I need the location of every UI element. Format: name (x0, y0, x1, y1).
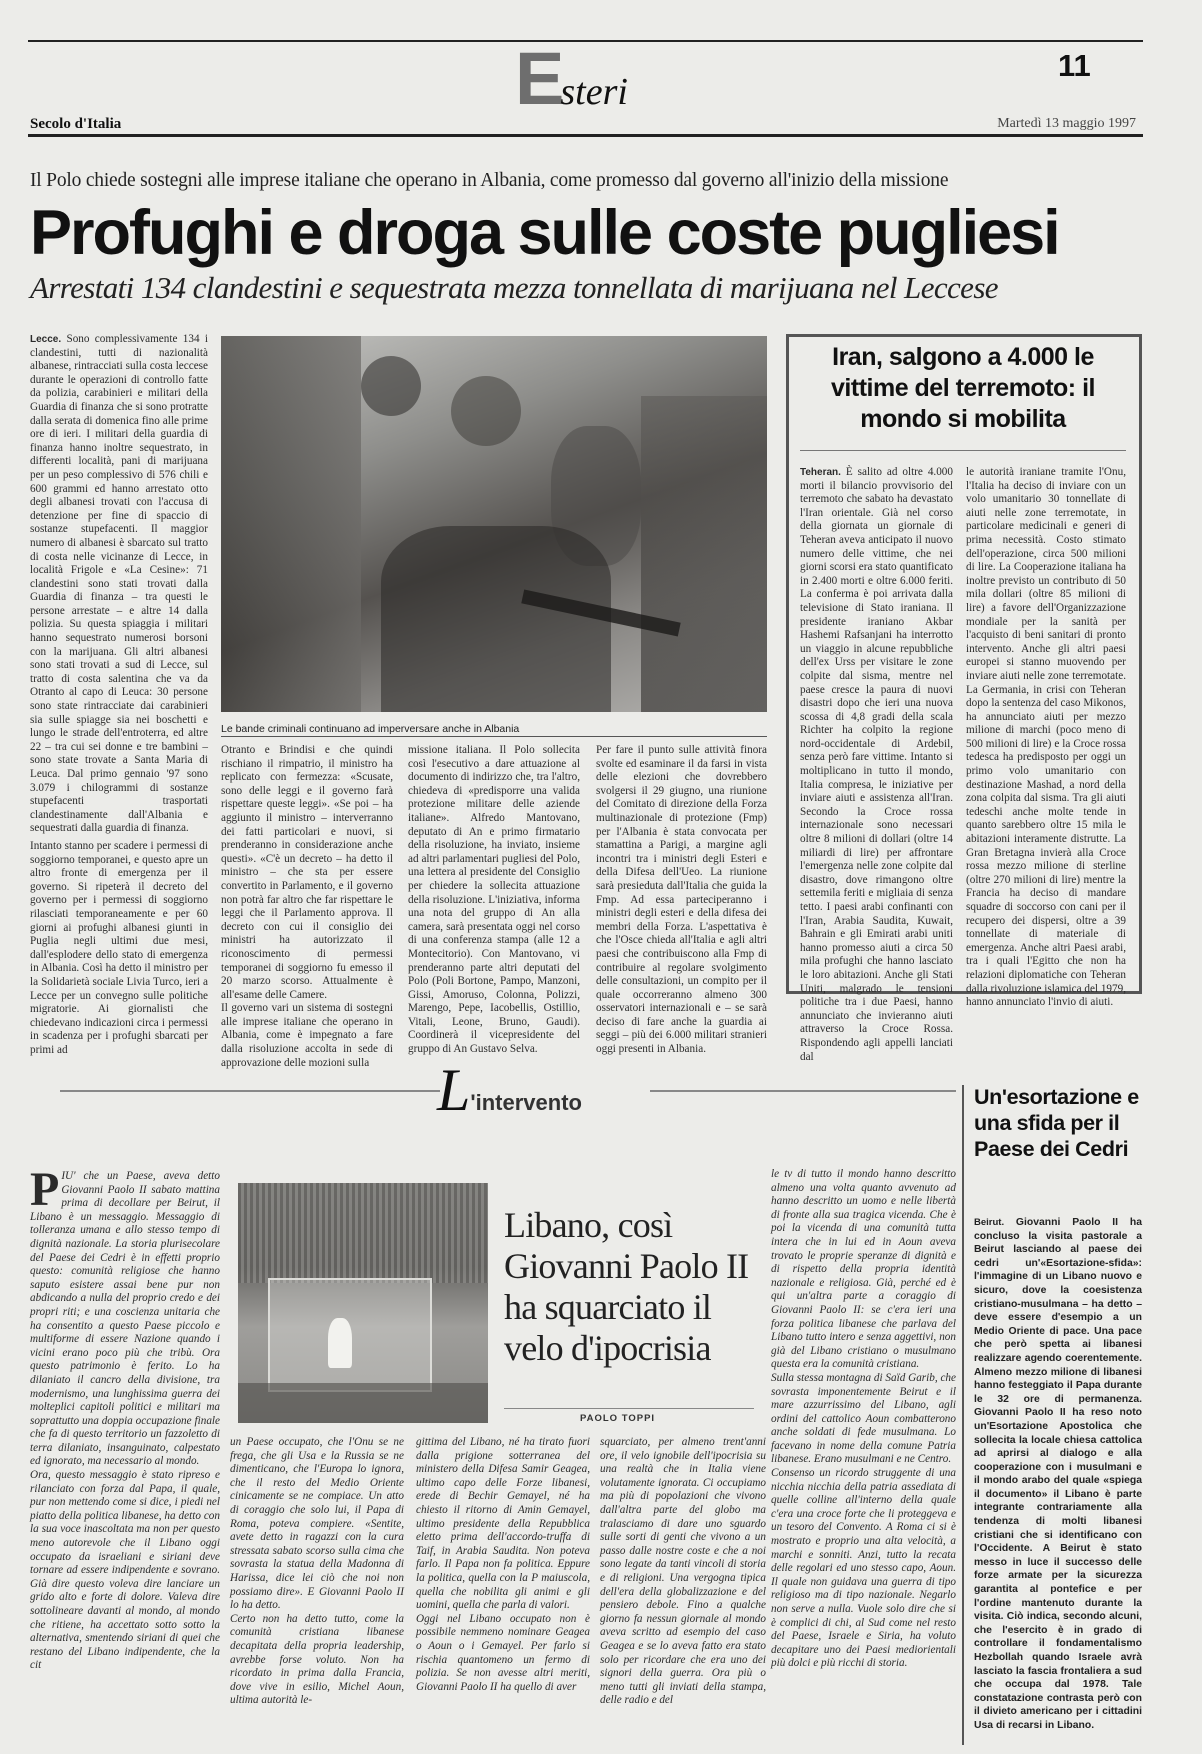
iran-column-2 (966, 466, 1126, 1009)
exhort-dateline: Beirut. (974, 1217, 1005, 1228)
caption-rule (221, 736, 767, 737)
intervento-text-5: le tv di tutto il mondo hanno descritto almeno una volta quanto avvenuto ad hanno descritto un uomo e nelle libertà di fronte alla sua tragica vicenda. Che è poi la vicenda di una comunità tutta intera che in lui ed in Aoun aveva trovato le proprie speranze di dignità e di rispetto della propria identità nazionale e religiosa. Già, perché ed è qui un'altra parte a coraggio di Giovanni Paolo II: se c'era ieri una forza politica libanese che parlava del Libano tutto intero e senza aggettivi, non già del Libano cristiano o musulmano questa era la comunità cristiana. Sulla stessa montagna di Saïd Garib, che sovrasta imponentemente Beirut e il mare azzurrissimo del Libano, agli ordini del cattolico Aoun combatterono anche soldati di fede musulmana. Lo facevano in nome della comune Patria libanese. Erano musulmani e ne Centro. Consenso un ricordo struggente di una nicchia nicchia della patria assediata di quelle colline all'interno della quale c'era una croce forte che li proteggeva e un tesoro del Convento. A Roma ci si è mostrato e proprio una alta velocità, a marchi e sonniti. Anzi, tutto la recata delle regolari ed uno stesso capo, Aoun. Il quale non guidava una guerra di tipo religioso ma di tipo nazionale. Negarlo non serve a nulla. Vuole solo dire che si è complici di chi, al Sud come nel resto del Paese, Israele e Siria, ha voluto decapitare uno dei Paesi mediorientali più dolci e più ricchi di storia. (771, 1168, 956, 1670)
intervento-column-3 (416, 1436, 590, 1740)
intervento-column-5 (771, 1168, 956, 1740)
intervento-text-3: gittima del Libano, né ha tirato fuori dalla prigione sotterranea del ministero della Difesa Samir Geagea, ultimo capo delle Forze libanesi, erede di Bechir Gemayel, né ha chiesto il ritorno di Amin Gemayel, ultimo presidente della Repubblica eletto prima dell'accordo-truffa di Taif, in Arabia Saudita. Non poteva farlo. Il Papa non fa politica. Eppure la politica, quella con la P maiuscola, quella che nobilita gli animi e gli uomini, quella che parla di valori. Oggi nel Libano occupato non è possibile nemmeno nominare Geagea o Aoun o i Gemayel. Per farlo si rischia quantomeno un fermo di polizia. Se non avesse altri meriti, Giovanni Paolo II ha quello di aver (416, 1436, 590, 1693)
article-text-1b: Intanto stanno per scadere i permessi di soggiorno temporanei, e questo apre un altro fronte di emergenza per il governo. Si ripeterà il decreto del governo per i permessi di soggiorno rilasciati temporaneamente e per 60 giorni ai profughi albanesi giunti in Puglia negli ultimi due mesi, dall'esplodere dello stato di emergenza in Albania. Così ha detto il ministro per la Solidarietà sociale Livia Turco, ieri a Lecce per un convegno sulle politiche migratorie. Ai giornalisti che chiedevano indicazioni circa i permessi in scadenza per i profughi sbarcati per primi ad (30, 839, 208, 1056)
article-column-2 (221, 744, 393, 1069)
intervento-title (437, 1057, 582, 1123)
page-number: 11 (1058, 48, 1091, 83)
iran-text-1: È salito ad oltre 4.000 morti il bilancio provvisorio del terremoto che sabato ha devastato l'Iran orientale. Già nel corso della giornata un giornale di Teheran aveva anticipato il nuovo numero delle vittime, che nei giorni scorsi era stato quantificato in 2.400 morti e oltre 6.000 feriti. La conferma è poi arrivata dalla televisione di Stato iraniana. Il presidente iraniano Akbar Hashemi Rafsanjani ha interrotto un viaggio in alcune repubbliche dell'ex Urss per visitare le zone colpite dal sisma, mentre nel paese cresce la paura di nuovi disastri dopo che ieri una nuova scossa di 4,8 gradi della scala Richter ha colpito la regione nord-occidentale di Ardebil, senza però fare vittime. Intanto si moltiplicano in tutto il mondo, Italia compresa, le iniziative per inviare aiuti e assistenza all'Iran. Secondo la Croce rossa internazionale sono necessari oltre 8 milioni di dollari (oltre 14 miliardi di lire) per affrontare l'emergenza nelle zone colpite dal disastro, dove rimangono oltre settemila feriti e migliaia di senza tetto. I paesi arabi confinanti con l'Iran, Arabia Saudita, Kuwait, Bahrain e gli Emirati arabi uniti hanno promesso aiuti a circa 50 mila profughi che hanno lasciato le loro abitazioni. Anche gli Stati Uniti, malgrado le tensioni politiche tra i due Paesi, hanno annunciato che invieranno aiuti attraverso la Croce Rossa. Rispondendo agli appelli lanciati dal (800, 466, 953, 1063)
photo-caption: Le bande criminali continuano ad imperversare anche in Albania (221, 723, 520, 735)
pope-photo (238, 1183, 488, 1423)
intervento-rule-right (650, 1090, 956, 1092)
article-text-1: Sono complessivamente 134 i clandestini, tutti di nazionalità albanese, rintracciati sulla costa leccese durante le operazioni di controllo fatte da polizia, carabinieri e militari della Guardia di finanza che si sono protratte dalla serata di domenica fino alle prime ore di ieri. I militari della guardia di finanza hanno inoltre sequestrato, in differenti località, pani di marijuana per un peso complessivo di 576 chili e 600 grammi ed hanno arrestato otto degli albanesi trovati con l'accusa di detenzione per fine di spaccio di sostanze stupefacenti. Il maggior numero di albanesi è sbarcato sul tratto di costa nelle vicinanze di Lecce, in località Frigole e «La Cesine»: 71 clandestini sono stati trovati dalla Guardia di finanza – tra questi le persone arrestate – e altre 14 dalla polizia. Su questa spiaggia i militari hanno sequestrato numerosi borsoni con la marijuana. Gli altri albanesi sono stati trovati a sud di Lecce, sul tratto di costa salentina che va da Otranto al capo di Leuca: 30 persone sono state rintracciate dai carabinieri sia sulle spiagge sia nei boschetti e lungo le strade dell'entroterra, ed altre 22 – tra cui sei donne e tre bambini – sono state trovate a Santa Maria di Leuca. Dal primo gennaio '97 sono 3.079 i chilogrammi di sostanze stupefacenti trasportati clandestinamente dall'Albania e sequestrati dalla guardia di finanza. (30, 333, 208, 835)
iran-text-2: le autorità iraniane tramite l'Onu, l'Italia ha deciso di inviare con un volo umanitario 30 tonnellate di aiuti nelle zone terremotate, in particolare medicinali e generi di prima necessità. Costo stimato dell'operazione, circa 500 milioni di lire. La Cooperazione italiana ha inoltre previsto un contributo di 50 mila dollari (oltre 85 milioni di lire) a favore dell'Organizzazione mondiale per la sanità per l'acquisto di beni sanitari di pronto intervento. Anche gli altri paesi europei si stanno muovendo per inviare aiuti nelle zone terremotate. La Germania, in crisi con Teheran dopo la sentenza del caso Mikonos, ha annunciato aiuti per mezzo milione di marchi (poco meno di 500 milioni di lire) e la Croce rossa tedesca ha predisposto per oggi un primo volo umanitario con destinazione Mashad, a nord della zona colpita dal sisma. Tra gli aiuti tedeschi anche molte tende in quanto sarebbero oltre 15 mila le abitazioni interamente distrutte. La Gran Bretagna invierà alla Croce rossa mezzo milione di sterline (oltre 270 milioni di lire) mentre la Francia ha deciso di mandare squadre di soccorso con cani per il recupero dei dispersi, oltre a 39 tonnellate di materiale di emergenza. Anche altri Paesi arabi, tra i quali l'Egitto che non ha relazioni diplomatiche con Teheran dalla rivoluzione islamica del 1979, hanno annunciato l'invio di aiuti. (966, 466, 1126, 1009)
intervento-rest: 'intervento (470, 1090, 582, 1115)
intervento-column-1 (30, 1163, 220, 1740)
byline-rule (504, 1408, 754, 1409)
masthead-rule (28, 134, 1143, 137)
subheadline: Arrestati 134 clandestini e sequestrata mezza tonnellata di marijuana nel Leccese (30, 270, 998, 305)
iran-column-1 (800, 466, 953, 1063)
article-text-3: missione italiana. Il Polo sollecita così l'esecutivo a dare attuazione al documento di indirizzo che, tra l'altro, chiedeva di «predisporre una valida protezione militare delle aziende italiane». Alfredo Mantovano, deputato di An e primo firmatario della risoluzione, ha inviato, insieme ad altri parlamentari pugliesi del Polo, una lettera al presidente del Consiglio per chiedere la sollecita attuazione della risoluzione. L'iniziativa, informa una nota del gruppo di An alla camera, sarà presentata oggi nel corso di una conferenza stampa (alle 12 a Montecitorio). Con Mantovano, vi prenderanno parte altri deputati del Polo (Poli Bortone, Pampo, Manzoni, Gissi, Amoruso, Colonna, Polizzi, Marengo, Pepe, Iacobellis, Ostillio, Vitali, Leone, Bruno, Gaudi). Coordinerà il vicepresidente del gruppo di An Gustavo Selva. (408, 744, 580, 1056)
section-initial: E (515, 37, 565, 120)
intervento-rule-left (60, 1090, 440, 1092)
exhort-text: Giovanni Paolo II ha concluso la visita pastorale a Beirut lasciando al paese dei cedri un'«Esortazione-sfida»: l'immagine di un Libano nuovo e sicuro, dove la coesistenza cristiano-musulmana – ha detto – deve essere d'esempio a un Medio Oriente di pace. Una pace che però spetta ai libanesi realizzare agendo coerentemente. Almeno mezzo milione di libanesi hanno festeggiato il Papa durante le 32 ore di permanenza. Giovanni Paolo II ha reso noto un'Esortazione Apostolica che sollecita la locale chiesa cattolica ad aprirsi al dialogo e alla cooperazione con i musulmani e il mondo arabo del quale «spiega il documento» il Libano è parte integrante contrariamente alla tendenza di molti libanesi cristiani che si identificano con l'Occidente. A Beirut è stato messo in luce il successo delle forze armate per la sicurezza garantita al pontefice e per l'ordine mantenuto durante la visita. Ciò indica, secondo alcuni, che l'esercito è in grado di controllare il fondamentalismo Hezbollah quando Israele avrà lasciato la fascia frontaliera a sud che occupa dal 1978. Tale constatazione contrasta però con il divieto americano per i cittadini Usa di recarsi in Libano. (974, 1217, 1143, 1731)
byline: PAOLO TOPPI (580, 1413, 656, 1424)
top-rule (28, 40, 1143, 42)
headline: Profughi e droga sulle coste pugliesi (30, 198, 1059, 268)
exhort-column (974, 1216, 1142, 1740)
intervento-text-1: IU' che un Paese, aveva detto Giovanni Paolo II sabato mattina prima di decollare per Beirut, il Libano è un messaggio. Messaggio di tolleranza umana e allo stesso tempo di dignità nazionale. La storia plurisecolare del Paese dei Cedri è in effetti proprio questo: comunità religiose che hanno saputo esistere assai bene pur non abdicando a nulla del proprio credo e dei propri riti; e una coscienza unitaria che ha consentito a questo Paese piccolo e multiforme di essere Nazione quando i vicini erano poco più che tribù. Ora questo patrimonio è ferito. Lo ha dilaniato il cancro della divisione, tra modernismo, una lunghissima guerra dei molteplici capitoli politici e militari ma soprattutto una doppia occupazione finale che fa di questo territorio un fazzoletto di terra dilaniato, insanguinato, calpestato ed ignorato, ma necessario al mondo. Ora, questo messaggio è stato ripreso e rilanciato con forza dal Papa, il quale, pur non mettendo come si dice, i piedi nel piatto della politica libanese, ha detto con la sua voce inascoltata ma non per questo meno autorevole che il Libano oggi occupato da israeliani e siriani deve tornare ad essere indipendente e sovrano. Già dire questo voleva dire lanciare un grido alto e forte di dolore. Valeva dire sottolineare davanti al mondo, al mondo che ritiene, ha accettato sotto sotto la alternativa, smentendo siriani di quei che restano del Libano indipendente, che la cit (30, 1170, 220, 1672)
intervento-column-4 (600, 1436, 766, 1740)
exhort-headline: Un'esortazione e una sfida per il Paese dei Cedri (974, 1085, 1139, 1161)
intervento-initial: L (437, 1057, 471, 1123)
article-text-2: Otranto e Brindisi e che quindi rischiano il rimpatrio, il ministro ha replicato con fermezza: «Scusate, sono delle leggi e il governo farà rispettare queste leggi». «Se poi – ha aggiunto il ministro – interverranno dei fatti particolari e nuovi, si prenderanno in considerazione anche questi». «C'è un decreto – ha detto il ministro – che sta per essere convertito in Parlamento, e il governo non potrà far altro che far rispettare le leggi che il Parlamento approva. Il decreto con cui il consiglio dei ministri ha autorizzato il riconoscimento di permessi temporanei di soggiorno fu emesso il 20 marzo scorso. Attualmente è all'esame delle Camere. Il governo vari un sistema di sostegni alle imprese italiane che operano in Albania, come è impegnato a fare dalla risoluzione accolta in sede di approvazione delle mozioni sulla (221, 744, 393, 1069)
intervento-column-2 (230, 1436, 404, 1740)
intervento-text-4: squarciato, per almeno trent'anni ore, il velo ignobile dell'ipocrisia su una realtà che in Italia viene volutamente ignorata. Ci occupiamo ma più di popolazioni che vivono dall'altra parte del globo ma tralasciamo di dare uno sguardo sulle sorti di genti che vivono a un passo dalle nostre coste e che a noi sono legate da tanti vincoli di storia e di religioni. Una vergogna tipica dell'era della globalizzazione e del pensiero debole. Fino a qualche giorno fa nessun giornale al mondo aveva scritto ad esempio del caso Geagea e se lo aveva fatto era stato solo per ricordare che era uno dei signori della guerra. Ora più o meno tutti gli inviati della stampa, delle radio e del (600, 1436, 766, 1707)
iran-headline: Iran, salgono a 4.000 le vittime del terremoto: il mondo si mobilita (831, 343, 1095, 433)
iran-rule (800, 450, 1126, 451)
sidebar-vertical-rule (962, 1085, 964, 1745)
iran-dateline: Teheran. (800, 467, 841, 478)
section-rest: steri (560, 71, 628, 113)
intervento-text-2: un Paese occupato, che l'Onu se ne frega, che gli Usa e la Russia se ne dimenticano, che l'Europa lo ignora, che il resto del Medio Oriente cinicamente se ne compiace. Un atto di coraggio che solo lui, il Papa di Roma, poteva compiere. «Sentite, avete detto in ragazzi con la cura stressata sabato scorso sulla cima che sovrasta la statua della Madonna di Harissa, dice lei ciò che noi non possiamo dire». E Giovanni Paolo II lo ha detto. Certo non ha detto tutto, come la comunità cristiana libanese decapitata della propria leadership, avrebbe forse voluto. Non ha ricordato in prima dalla Francia, dove vive in esilio, Michel Aoun, ultima autorità le- (230, 1436, 404, 1707)
albania-photo (221, 336, 767, 712)
newspaper-name: Secolo d'Italia (30, 116, 122, 132)
dropcap: P (30, 1163, 60, 1216)
issue-date: Martedì 13 maggio 1997 (997, 116, 1136, 131)
article-column-1 (30, 333, 208, 1056)
article-column-4 (596, 744, 767, 1056)
article-column-3 (408, 744, 580, 1056)
intervento-headline: Libano, così Giovanni Paolo II ha squarciato il velo d'ipocrisia (504, 1205, 749, 1368)
article-text-4: Per fare il punto sulle attività finora svolte ed esaminare il da farsi in vista delle elezioni che dovrebbero svolgersi il 29 giugno, una riunione del Comitato di direzione della Forza multinazionale di protezione (Fmp) per l'Albania è stata convocata per stamattina a Parigi, a margine agli incontri tra i ministri degli Esteri e della Difesa dell'Ueo. La riunione sarà presieduta dall'Italia che guida la Fmp. Ad essa parteciperanno i ministri degli esteri e della difesa dei membri della Forza. L'aspettativa è che l'Osce chieda all'Italia e agli altri paesi che contribuiscono alla Fmp di contribuire al regolare svolgimento delle consultazioni, un compito per il quale occorreranno almeno 300 osservatori internazionali e – se sarà deciso di fare anche la guardia ai seggi – più dei 6.000 militari stranieri oggi presenti in Albania. (596, 744, 767, 1056)
kicker: Il Polo chiede sostegni alle imprese italiane che operano in Albania, come promesso dal governo all'inizio della missione (30, 170, 949, 191)
section-title (515, 37, 632, 120)
dateline: Lecce. (30, 334, 62, 345)
